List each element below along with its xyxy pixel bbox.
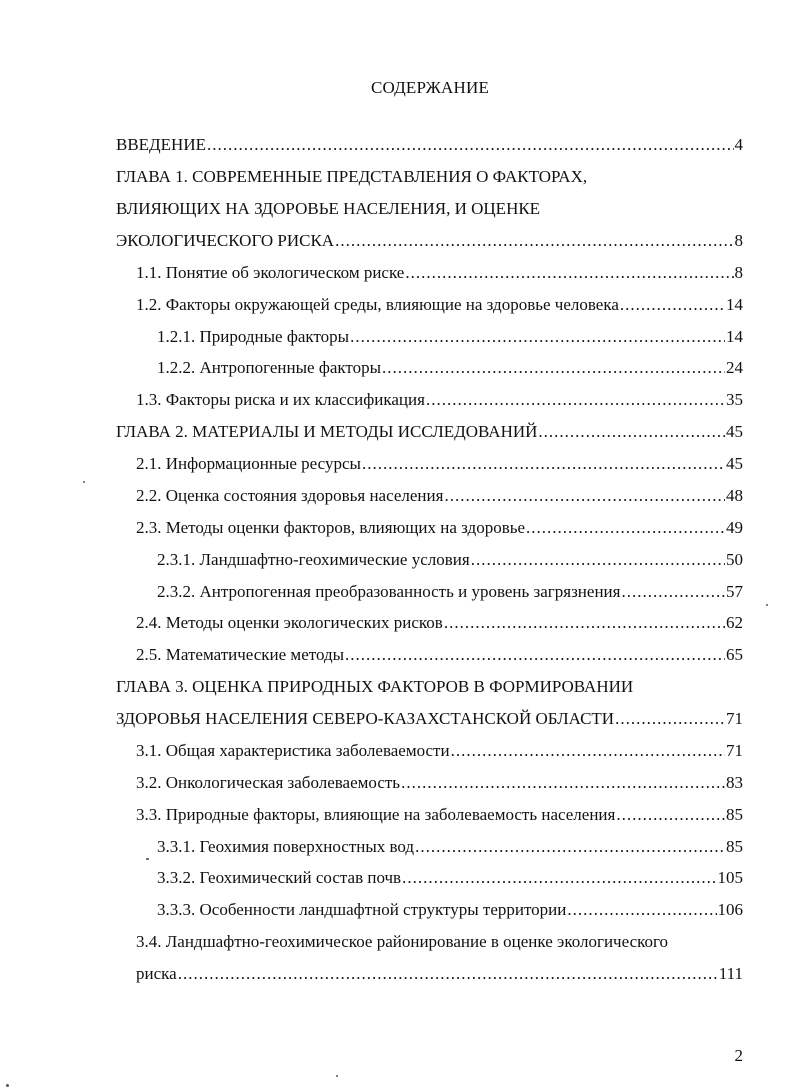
toc-label: 2.4. Методы оценки экологических рисков — [136, 613, 443, 632]
toc-page: 48 — [726, 486, 743, 505]
toc-label: 3.1. Общая характеристика заболеваемости — [136, 741, 450, 760]
leader-dots — [621, 580, 725, 604]
toc-label: 1.2.1. Природные факторы — [157, 327, 350, 346]
toc-page: 45 — [726, 422, 743, 441]
toc-page: 106 — [717, 900, 743, 919]
leader-dots — [207, 133, 734, 157]
leader-dots — [415, 835, 725, 859]
toc-page: 85 — [726, 837, 743, 856]
leader-dots — [620, 293, 725, 317]
leader-dots — [335, 229, 733, 253]
leader-dots — [616, 803, 725, 827]
toc-page: 14 — [726, 295, 743, 314]
leader-dots — [526, 516, 725, 540]
toc-chapter1-line2: ВЛИЯЮЩИХ НА ЗДОРОВЬЕ НАСЕЛЕНИЯ, И ОЦЕНКЕ — [116, 199, 541, 218]
toc-label: 1.2.2. Антропогенные факторы — [157, 358, 382, 377]
toc-page: 50 — [726, 550, 743, 569]
toc-entry-1-2 — [136, 293, 743, 317]
toc-entry-2-2 — [136, 484, 743, 508]
toc-label: 2.3.1. Ландшафтно-геохимические условия — [157, 550, 470, 569]
toc-page: 8 — [734, 231, 743, 250]
toc-entry-3-4 — [136, 962, 743, 986]
toc-entry-3-3-3 — [157, 898, 743, 922]
toc-entry-2-5 — [136, 643, 743, 667]
toc-page: 83 — [726, 773, 743, 792]
scan-speck — [83, 481, 85, 483]
toc-label: ЭКОЛОГИЧЕСКОГО РИСКА — [116, 231, 335, 250]
toc-entry-2-3 — [136, 516, 743, 540]
toc-entry-chapter2 — [116, 420, 743, 444]
leader-dots — [345, 643, 725, 667]
toc-page: 105 — [717, 868, 743, 887]
toc-label: 1.2. Факторы окружающей среды, влияющие на здоровье человека — [136, 295, 619, 314]
scan-speck — [336, 1075, 338, 1077]
toc-label: 1.1. Понятие об экологическом риске — [136, 263, 405, 282]
leader-dots — [405, 261, 733, 285]
toc-label: 3.3.3. Особенности ландшафтной структуры территории — [157, 900, 567, 919]
toc-page: 35 — [726, 390, 743, 409]
toc-label: 3.3. Природные факторы, влияющие на заболеваемость населения — [136, 805, 616, 824]
toc-label: ГЛАВА 2. МАТЕРИАЛЫ И МЕТОДЫ ИССЛЕДОВАНИЙ — [116, 422, 538, 441]
leader-dots — [615, 707, 725, 731]
toc-entry-2-1 — [136, 452, 743, 476]
toc-page: 24 — [726, 358, 743, 377]
toc-label: ВВЕДЕНИЕ — [116, 135, 206, 154]
scan-speck — [766, 604, 768, 606]
leader-dots — [362, 452, 725, 476]
leader-dots — [401, 771, 725, 795]
toc-entry-1-2-1 — [157, 325, 743, 349]
leader-dots — [451, 739, 725, 763]
toc-chapter3-line1: ГЛАВА 3. ОЦЕНКА ПРИРОДНЫХ ФАКТОРОВ В ФОРМИРОВАНИИ — [116, 677, 634, 696]
toc-entry-1-3 — [136, 388, 743, 412]
toc-page: 111 — [718, 964, 743, 983]
toc-page: 45 — [726, 454, 743, 473]
toc-label: 2.2. Оценка состояния здоровья населения — [136, 486, 444, 505]
toc-label: 2.3. Методы оценки факторов, влияющих на здоровье — [136, 518, 526, 537]
leader-dots — [567, 898, 716, 922]
leader-dots — [444, 611, 725, 635]
leader-dots — [350, 325, 725, 349]
toc-label: 3.2. Онкологическая заболеваемость — [136, 773, 401, 792]
toc-label: 3.3.1. Геохимия поверхностных вод — [157, 837, 415, 856]
toc-entry-1-1 — [136, 261, 743, 285]
toc-label: 2.5. Математические методы — [136, 645, 345, 664]
toc-entry-1-2-2 — [157, 356, 743, 380]
toc-entry-2-3-1 — [157, 548, 743, 572]
toc-3-4-line1: 3.4. Ландшафтно-геохимическое районирование в оценке экологического — [136, 932, 669, 951]
toc-label: 2.1. Информационные ресурсы — [136, 454, 361, 473]
toc-label: ЗДОРОВЬЯ НАСЕЛЕНИЯ СЕВЕРО-КАЗАХСТАНСКОЙ ОБЛАСТИ — [116, 709, 615, 728]
toc-entry-chapter1 — [116, 229, 743, 253]
scan-speck — [146, 858, 149, 860]
toc-page: 14 — [726, 327, 743, 346]
toc-entry-3-3-2 — [157, 866, 743, 890]
toc-entry-3-3-1 — [157, 835, 743, 859]
toc-entry-3-3 — [136, 803, 743, 827]
toc-page: 4 — [734, 135, 743, 154]
leader-dots — [471, 548, 725, 572]
page-number: 2 — [734, 1046, 743, 1065]
toc-chapter1-line1: ГЛАВА 1. СОВРЕМЕННЫЕ ПРЕДСТАВЛЕНИЯ О ФАКТОРАХ, — [116, 167, 588, 186]
toc-label: 1.3. Факторы риска и их классификация — [136, 390, 425, 409]
leader-dots — [538, 420, 725, 444]
toc-page: 57 — [726, 582, 743, 601]
toc-page: 65 — [726, 645, 743, 664]
toc-page: 62 — [726, 613, 743, 632]
toc-page: 49 — [726, 518, 743, 537]
toc-page: 85 — [726, 805, 743, 824]
toc-entry-3-1 — [136, 739, 743, 763]
toc-label: риска — [136, 964, 177, 983]
leader-dots — [444, 484, 725, 508]
leader-dots — [402, 866, 716, 890]
toc-entry-chapter3 — [116, 707, 743, 731]
toc-page: 71 — [726, 741, 743, 760]
toc-entry-2-4 — [136, 611, 743, 635]
scan-speck — [6, 1084, 9, 1087]
toc-label: 3.3.2. Геохимический состав почв — [157, 868, 402, 887]
toc-entry-2-3-2 — [157, 580, 743, 604]
toc-entry-intro — [116, 133, 743, 157]
leader-dots — [178, 962, 718, 986]
toc-page: 8 — [734, 263, 743, 282]
toc-page: 71 — [726, 709, 743, 728]
toc-entry-3-2 — [136, 771, 743, 795]
page-title: СОДЕРЖАНИЕ — [370, 78, 490, 97]
toc-label: 2.3.2. Антропогенная преобразованность и уровень загрязнения — [157, 582, 621, 601]
leader-dots — [382, 356, 725, 380]
leader-dots — [426, 388, 725, 412]
